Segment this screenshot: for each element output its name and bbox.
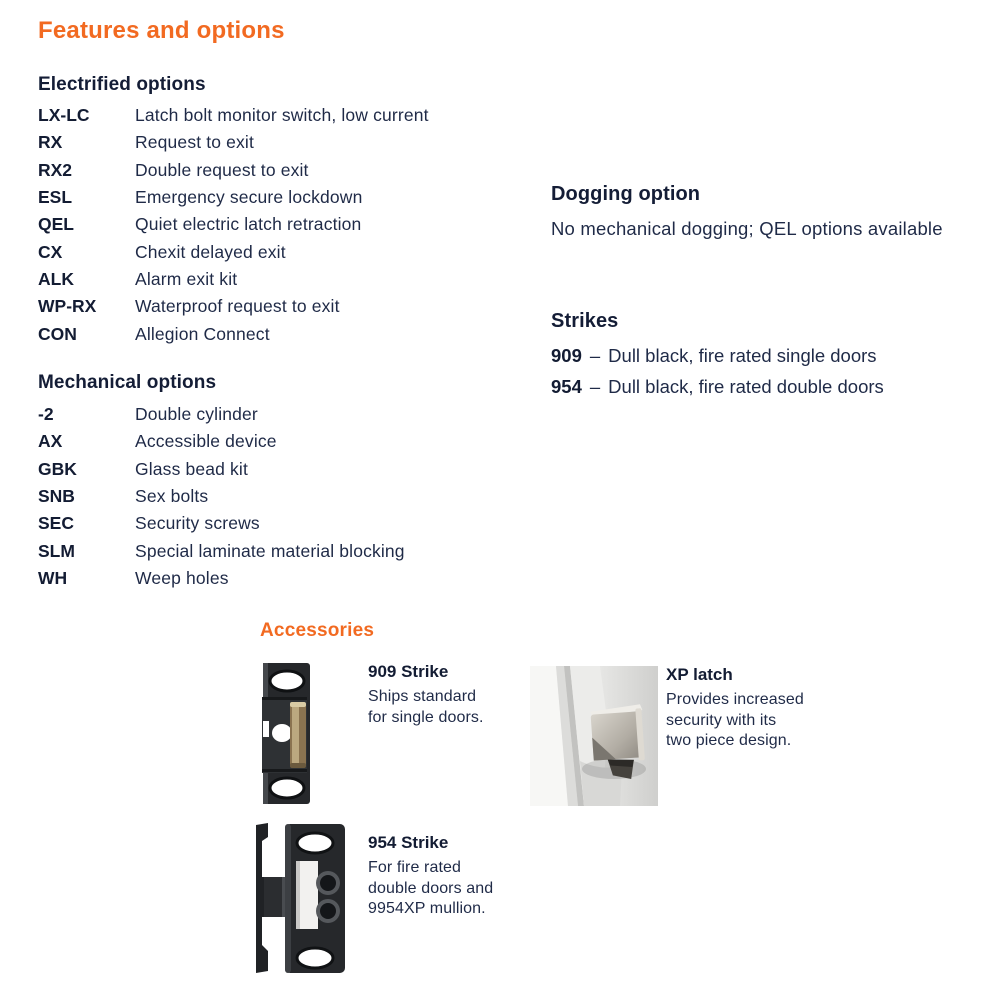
mechanical-options-heading: Mechanical options [38, 372, 217, 393]
option-desc: Glass bead kit [135, 458, 248, 479]
accessory-caption-xp [666, 665, 841, 752]
option-desc: Weep holes [135, 567, 229, 588]
option-code: RX2 [38, 159, 73, 180]
option-desc: Special laminate material blocking [135, 540, 405, 561]
dogging-line-1: No mechanical dogging; [551, 218, 754, 239]
accessory-desc-line: Provides increased [666, 691, 804, 708]
option-code: SEC [38, 513, 74, 534]
accessory-desc-line: For fire rated [368, 859, 461, 876]
accessory-desc-line: Ships standard [368, 688, 477, 705]
option-code: QEL [38, 214, 74, 235]
strike-row [551, 340, 884, 371]
option-desc: Security screws [135, 513, 260, 534]
page-title: Features and options [38, 17, 285, 44]
option-code: -2 [38, 404, 54, 425]
option-row [38, 238, 538, 265]
option-row [38, 483, 538, 510]
strike-desc: Dull black, fire rated double doors [608, 375, 884, 397]
xp-latch-photo [530, 666, 658, 806]
accessory-name: 909 Strike [368, 662, 449, 681]
mechanical-options-list [38, 401, 538, 592]
option-code: WP-RX [38, 296, 97, 317]
option-desc: Accessible device [135, 431, 277, 452]
accessory-desc-line: double doors and [368, 879, 494, 897]
option-desc: Double request to exit [135, 159, 309, 180]
dash-separator: – [589, 344, 601, 366]
option-row [38, 157, 538, 184]
option-row [38, 510, 538, 537]
option-code: WH [38, 567, 68, 588]
electrified-options-heading: Electrified options [38, 74, 206, 95]
option-code: RX [38, 132, 63, 153]
accessory-desc-line: security with its [666, 711, 777, 729]
accessory-desc-line: two piece design. [666, 732, 792, 749]
strike-desc: Dull black, fire rated single doors [608, 344, 877, 366]
accessory-name: XP latch [666, 665, 733, 684]
strike-code: 909 [551, 344, 582, 366]
option-row [38, 456, 538, 483]
option-code: ALK [38, 268, 74, 289]
option-desc: Double cylinder [135, 404, 258, 425]
accessory-desc-line: for single doors. [368, 708, 484, 726]
option-desc: Alarm exit kit [135, 268, 238, 289]
option-code: SNB [38, 486, 75, 507]
option-desc: Request to exit [135, 132, 254, 153]
option-code: CX [38, 241, 63, 262]
option-code: GBK [38, 458, 77, 479]
option-row [38, 320, 538, 347]
option-code: SLM [38, 540, 75, 561]
electrified-options-list [38, 102, 538, 348]
option-row [38, 401, 538, 428]
909-strike-photo [254, 661, 316, 806]
dogging-option-text [551, 214, 943, 244]
accessory-desc-line: 9954XP mullion. [368, 900, 486, 917]
strikes-list [551, 340, 884, 402]
dogging-option-heading: Dogging option [551, 183, 701, 205]
accessory-name: 954 Strike [368, 833, 449, 852]
option-desc: Waterproof request to exit [135, 296, 340, 317]
option-code: LX-LC [38, 105, 90, 126]
option-code: AX [38, 431, 63, 452]
strike-code: 954 [551, 375, 582, 397]
option-desc: Sex bolts [135, 486, 209, 507]
option-code: ESL [38, 187, 73, 208]
option-row [38, 102, 538, 129]
option-row [38, 565, 538, 592]
option-desc: Emergency secure lockdown [135, 187, 363, 208]
accessories-heading: Accessories [260, 620, 375, 641]
option-row [38, 266, 538, 293]
option-row [38, 428, 538, 455]
option-row [38, 293, 538, 320]
strikes-heading: Strikes [551, 310, 619, 332]
option-row [38, 537, 538, 564]
954-strike-photo [246, 819, 358, 977]
option-desc: Chexit delayed exit [135, 241, 286, 262]
option-code: CON [38, 323, 77, 344]
dash-separator: – [589, 375, 601, 397]
option-desc: Quiet electric latch retraction [135, 214, 362, 235]
option-row [38, 184, 538, 211]
option-desc: Allegion Connect [135, 323, 270, 344]
accessory-caption-909 [368, 662, 543, 728]
dogging-line-2: QEL options available [759, 218, 943, 239]
accessory-caption-954 [368, 833, 543, 920]
option-row [38, 129, 538, 156]
option-row [38, 211, 538, 238]
option-desc: Latch bolt monitor switch, low current [135, 105, 429, 126]
strike-row [551, 371, 884, 402]
